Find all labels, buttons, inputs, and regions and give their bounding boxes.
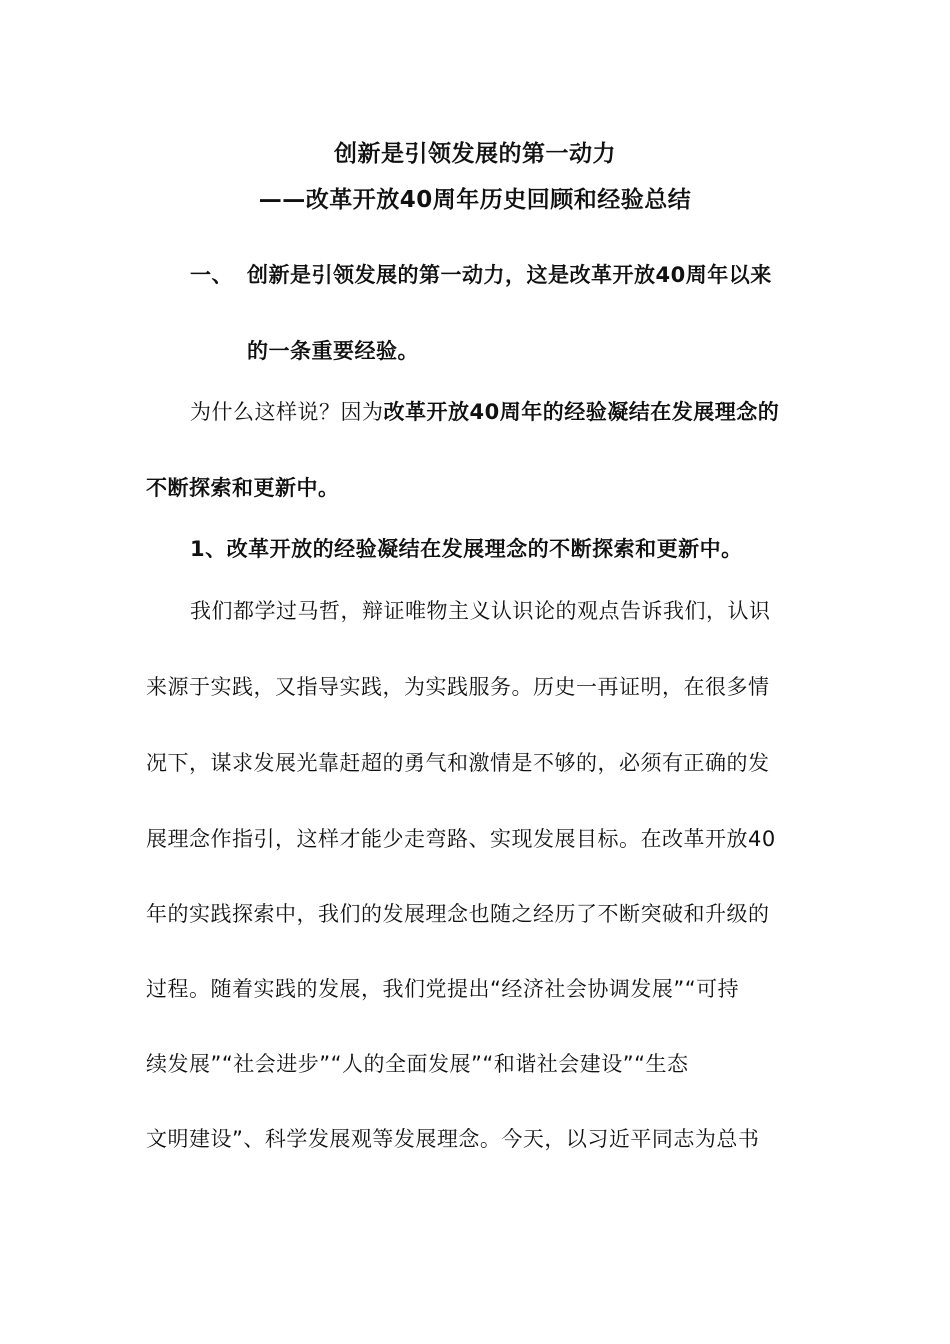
body-line: 文明建设”、科学发展观等发展理念。今天，以习近平同志为总书 [146,1127,760,1151]
body-line: 过程。随着实践的发展，我们党提出“经济社会协调发展”“可持 [146,977,740,1001]
body-line: 况下，谋求发展光靠赶超的勇气和激情是不够的，必须有正确的发 [146,751,770,775]
heading-number: 一、 [190,263,233,287]
intro-plain-text: 为什么这样说？因为 [190,400,384,424]
intro-line-2: 不断探索和更新中。 [146,476,340,500]
document-subtitle: ——改革开放40周年历史回顾和经验总结 [258,187,692,213]
intro-line-1 [190,398,779,426]
body-line: 展理念作指引，这样才能少走弯路、实现发展目标。在改革开放40 [146,827,776,851]
subheading-1: 1、改革开放的经验凝结在发展理念的不断探索和更新中。 [190,537,743,561]
body-line: 年的实践探索中，我们的发展理念也随之经历了不断突破和升级的 [146,902,770,926]
body-line: 我们都学过马哲，辩证唯物主义认识论的观点告诉我们，认识 [190,599,771,623]
body-line: 来源于实践，又指导实践，为实践服务。历史一再证明，在很多情 [146,675,770,699]
intro-bold-text: 改革开放40周年的经验凝结在发展理念的 [383,400,780,424]
heading-line-1: 创新是引领发展的第一动力，这是改革开放40周年以来 [247,263,772,287]
heading-line-2: 的一条重要经验。 [247,339,419,363]
body-line: 续发展”“社会进步”“人的全面发展”“和谐社会建设”“生态 [146,1052,689,1076]
document-title: 创新是引领发展的第一动力 [334,141,616,167]
